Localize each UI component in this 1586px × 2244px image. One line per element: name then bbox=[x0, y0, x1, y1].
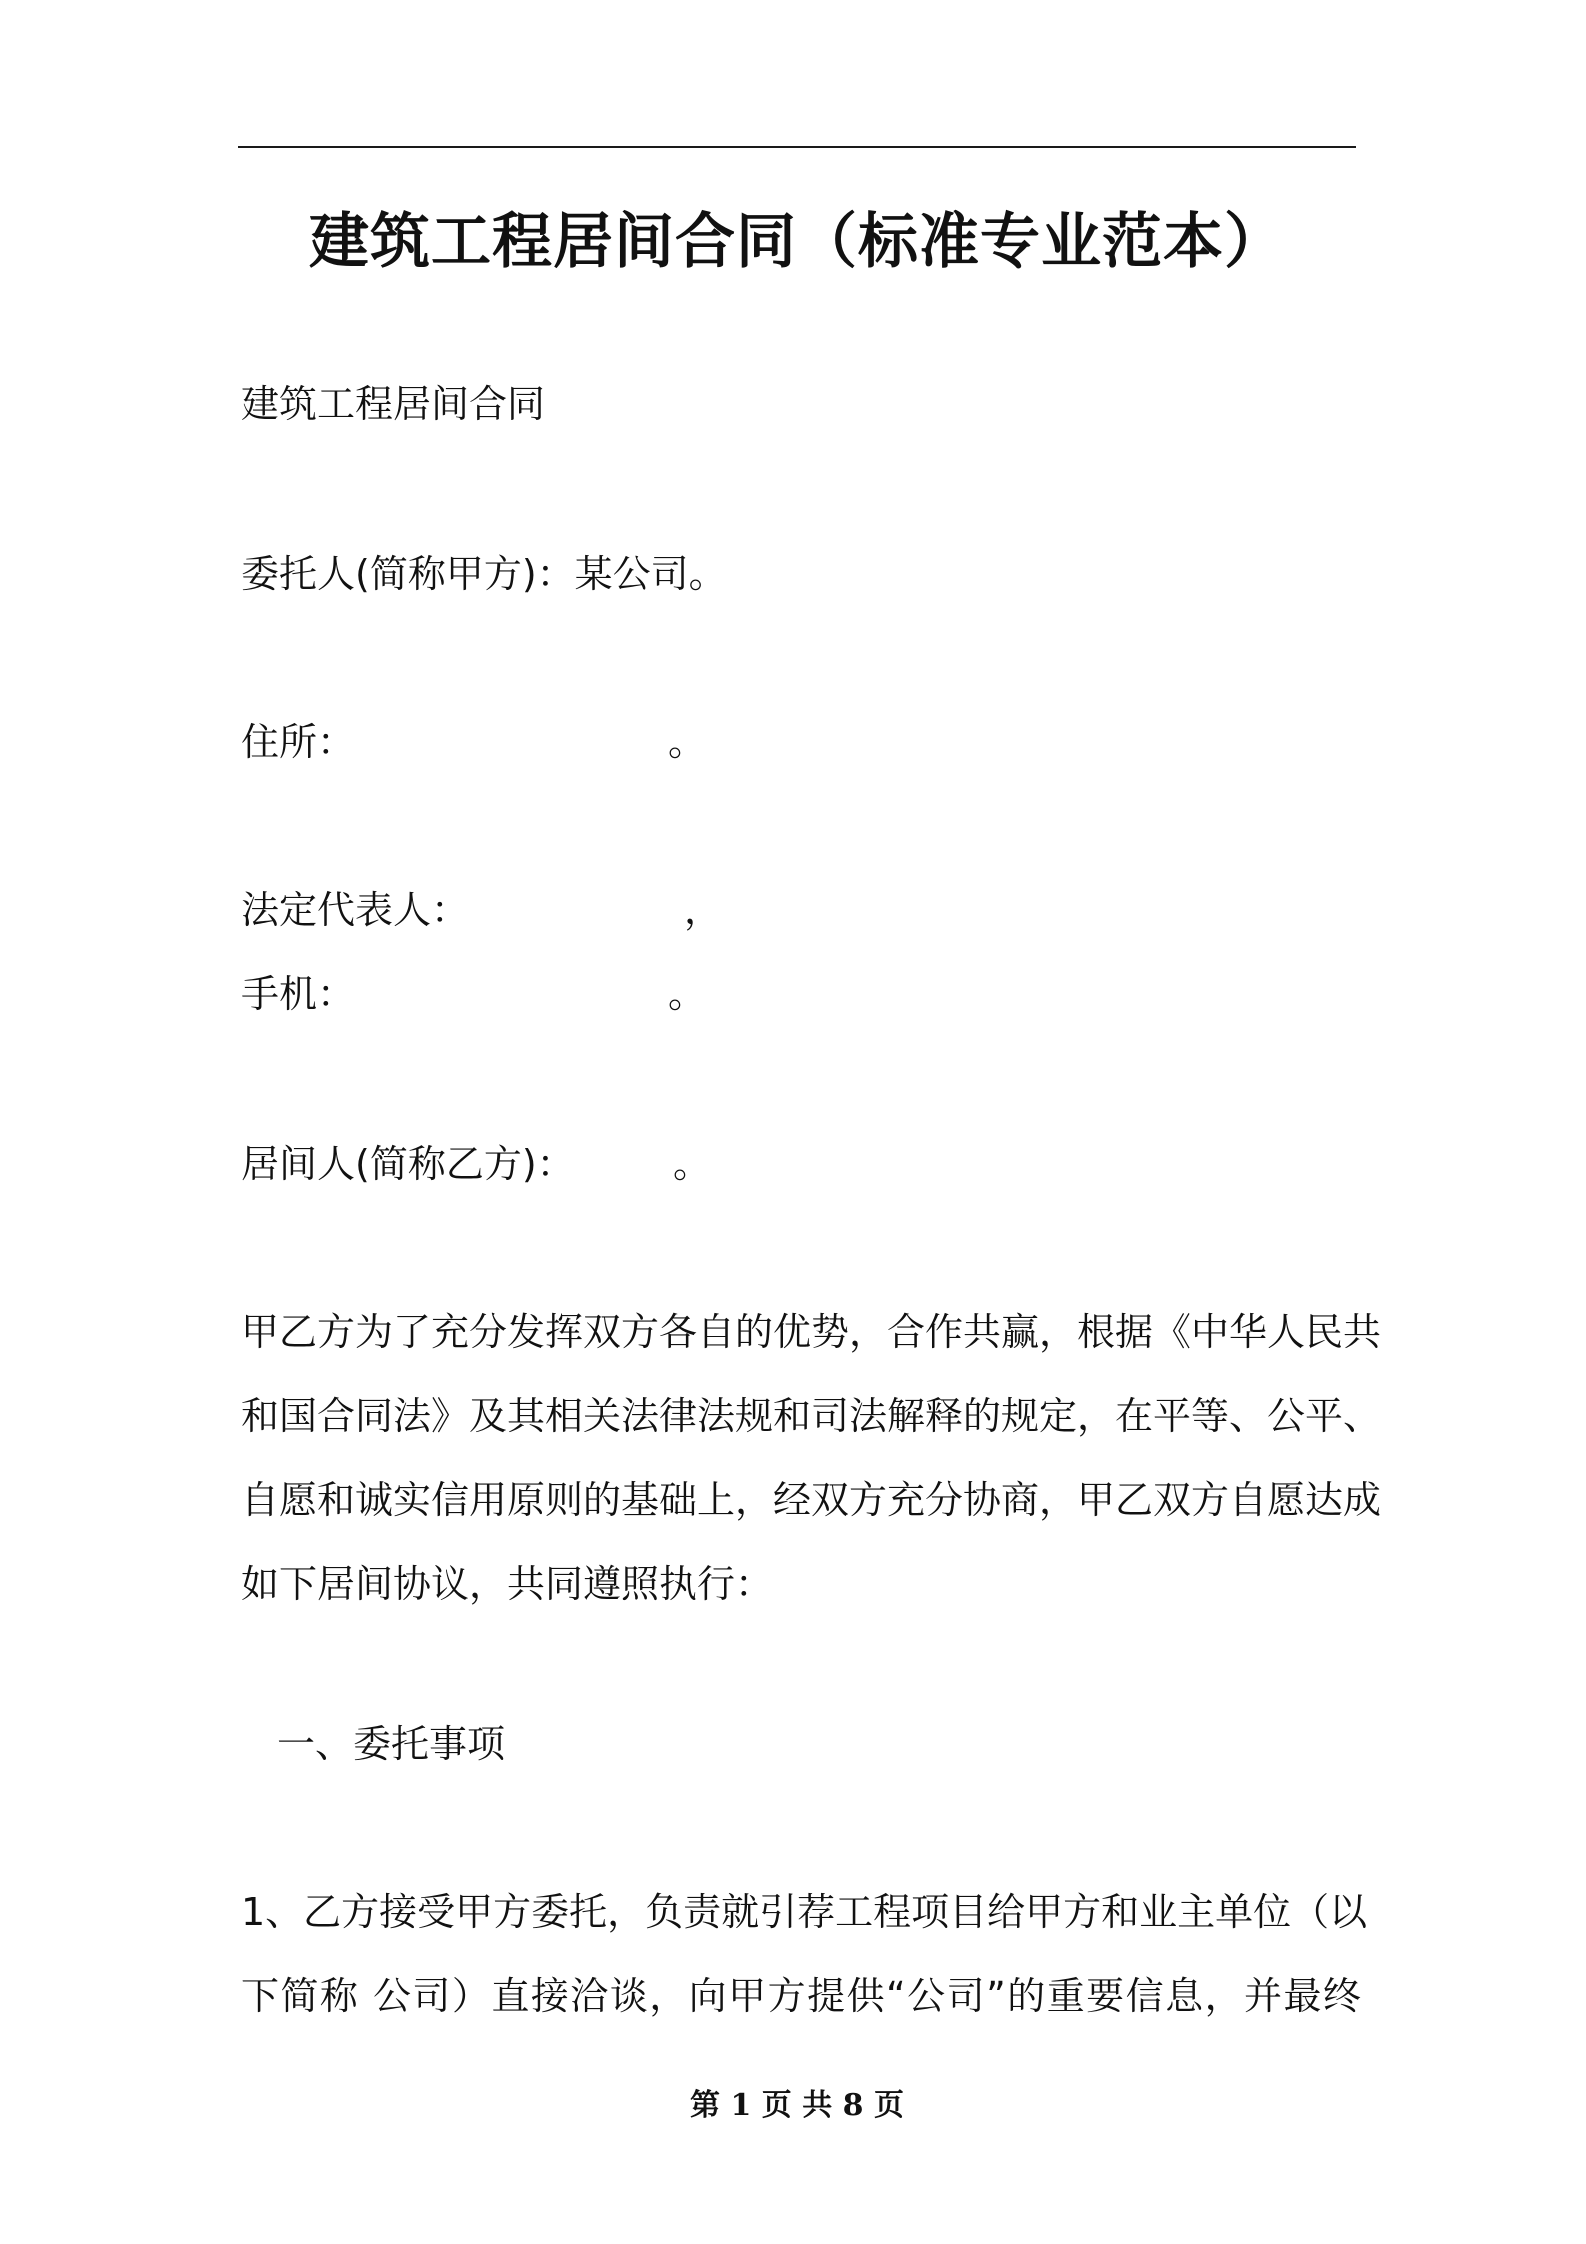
header-rule bbox=[238, 146, 1356, 148]
intermediary-end-mark: 。 bbox=[673, 1142, 712, 1186]
phone-end-mark: 。 bbox=[668, 972, 707, 1016]
preamble-paragraph bbox=[241, 1290, 1382, 1626]
page-number-footer: 第 1 页 共 8 页 bbox=[690, 2088, 904, 2123]
address-end-mark: 。 bbox=[668, 720, 707, 764]
preamble-line: 如下居间协议，共同遵照执行： bbox=[241, 1562, 774, 1606]
client-line: 委托人(简称甲方)：某公司。 bbox=[241, 552, 727, 596]
preamble-line: 甲乙方为了充分发挥双方各自的优势，合作共赢，根据《中华人民共 bbox=[241, 1310, 1382, 1354]
document-title: 建筑工程居间合同（标准专业范本） bbox=[309, 207, 1285, 277]
clause-1-paragraph bbox=[241, 1870, 1368, 2038]
intermediary-label: 居间人(简称乙方)： bbox=[241, 1142, 575, 1186]
preamble-line: 和国合同法》及其相关法律法规和司法解释的规定，在平等、公平、 bbox=[241, 1394, 1382, 1438]
legal-rep-end-mark: ， bbox=[684, 888, 723, 932]
phone-label: 手机： bbox=[241, 972, 356, 1016]
clause-line: 下简称 公司）直接洽谈，向甲方提供“公司”的重要信息，并最终 bbox=[241, 1974, 1361, 2018]
phone-line bbox=[241, 952, 1361, 1036]
preamble-line: 自愿和诚实信用原则的基础上，经双方充分协商，甲乙双方自愿达成 bbox=[241, 1478, 1382, 1522]
address-label: 住所： bbox=[241, 720, 356, 764]
address-line bbox=[241, 700, 1361, 784]
contract-subtitle: 建筑工程居间合同 bbox=[241, 382, 546, 426]
legal-rep-label: 法定代表人： bbox=[241, 888, 470, 932]
intermediary-line bbox=[241, 1122, 1361, 1206]
section-heading-entrusted-matters: 一、委托事项 bbox=[277, 1722, 506, 1766]
clause-line: 1、乙方接受甲方委托，负责就引荐工程项目给甲方和业主单位（以 bbox=[241, 1890, 1368, 1934]
legal-rep-line bbox=[241, 868, 1361, 952]
